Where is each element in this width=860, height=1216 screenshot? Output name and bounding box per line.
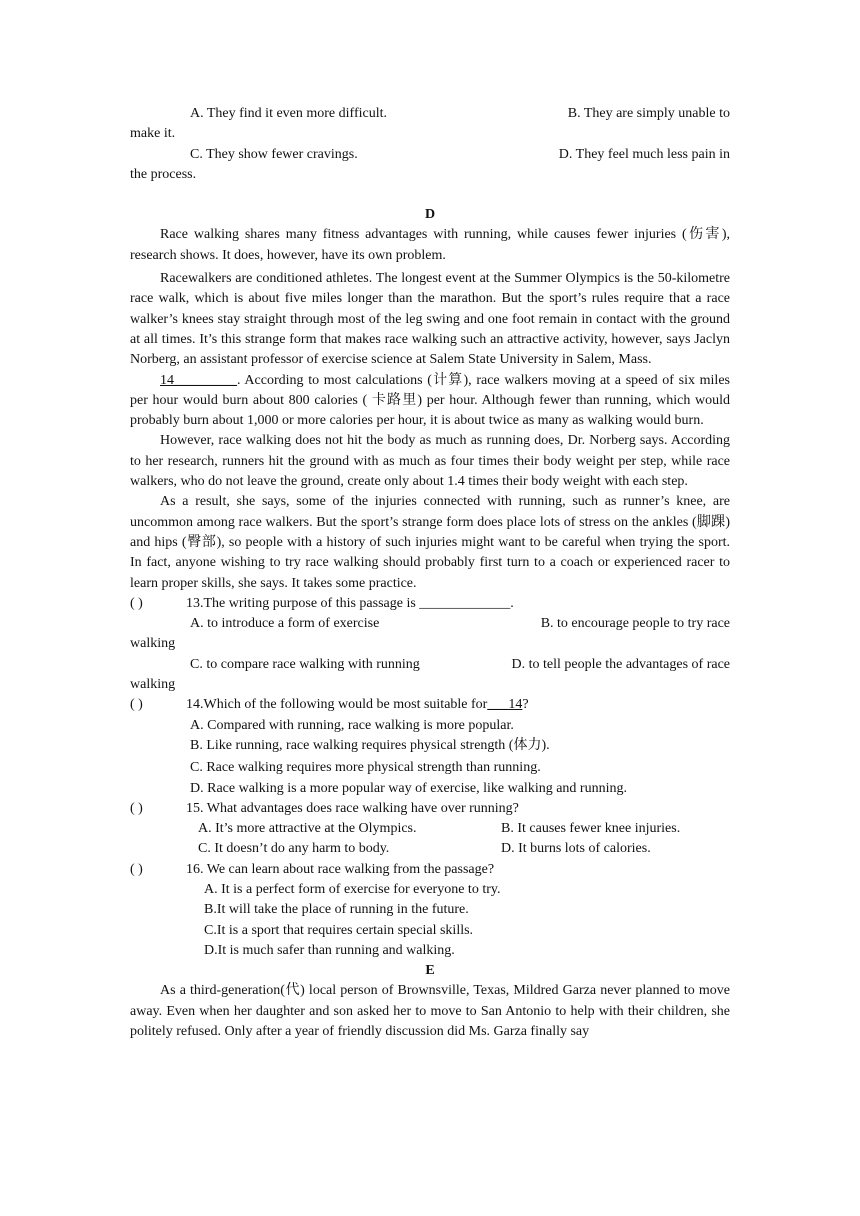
answer-blank-15: ( ): [130, 800, 143, 816]
prev-option-b: B. They are simply unable to: [567, 106, 730, 121]
q16-option-c: C.It is a sport that requires certain special skills.: [204, 922, 474, 938]
section-d-paragraph-1: Race walking shares many fitness advantages with running, while causes fewer injuries (伤害), research shows. It does, however, have its own problem.: [130, 227, 730, 263]
q15-option-d: D. It burns lots of calories.: [501, 841, 651, 857]
prev-option-d-cont: the process.: [130, 166, 197, 182]
section-d-paragraph-3-text: . According to most calculations (计算), race walkers moving at a speed of six miles per hour would burn about 800 calories ( 卡路里) per hour. Although fewer than running, which would probably burn about 1,000 or more calories per hour, it is about twice as many as walking would burn.: [130, 372, 730, 429]
q13-option-row-cd: [130, 655, 730, 675]
q13-option-a: A. to introduce a form of exercise: [190, 616, 380, 632]
q16-option-d: D.It is much safer than running and walking.: [204, 942, 455, 958]
q13-option-d: D. to tell people the advantages of race: [511, 656, 730, 672]
section-d-paragraph-2: Racewalkers are conditioned athletes. The longest event at the Summer Olympics is the 50-kilometre race walk, which is about five miles longer than the marathon. But the sport’s rules require that a race walker’s knees stay straight through most of the leg swing and one foot remain in contact with the ground at all times. It’s this strange form that makes race walking such an attractive activity, however, says Jaclyn Norberg, an assistant professor of exercise science at Salem State University in Salem, Mass.: [130, 271, 730, 368]
question-13: [130, 594, 730, 614]
q13-option-row-ab: [130, 614, 730, 634]
question-14-stem: [186, 695, 529, 715]
section-d-paragraph-4: However, race walking does not hit the body as much as running does, Dr. Norberg says. According to her research, runners hit the ground with as much as four times their body weight per step, while race walkers, who do not leave the ground, create only about 1.4 times their body weight with each step.: [130, 433, 730, 490]
prev-option-a: A. They find it even more difficult.: [190, 106, 387, 121]
question-13-stem: 13.The writing purpose of this passage is _____________.: [186, 595, 514, 611]
prev-option-c: C. They show fewer cravings.: [190, 146, 358, 162]
section-d-heading: D: [424, 207, 436, 223]
q15-option-row-ab: [130, 819, 730, 839]
question-14-blank: ___14: [487, 697, 523, 713]
question-16-stem: 16. We can learn about race walking from the passage?: [186, 861, 495, 877]
q14-option-a: A. Compared with running, race walking is more popular.: [190, 717, 514, 733]
q16-option-b: B.It will take the place of running in the future.: [204, 902, 469, 918]
question-14: [130, 695, 730, 715]
q14-option-c: C. Race walking requires more physical strength than running.: [190, 760, 541, 776]
q15-option-c: C. It doesn’t do any harm to body.: [198, 841, 390, 857]
answer-blank-13: ( ): [130, 595, 143, 611]
section-d-paragraph-3: [130, 371, 730, 432]
prev-option-b-cont: make it.: [130, 126, 176, 142]
section-e-paragraph-1: As a third-generation(代) local person of Brownsville, Texas, Mildred Garza never planned to move away. Even when her daughter and son asked her to move to San Antonio to help with their children, she politely refused. Only after a year of friendly discussion did Ms. Garza finally say: [130, 983, 730, 1040]
q13-option-b: B. to encourage people to try race: [540, 616, 730, 632]
question-15: [130, 799, 730, 819]
question-14-stem-end: ?: [522, 697, 529, 713]
prev-option-row-cd: [130, 145, 730, 165]
q16-option-a: A. It is a perfect form of exercise for everyone to try.: [204, 881, 501, 897]
q13-option-b-cont: walking: [130, 636, 176, 652]
q15-option-b: B. It causes fewer knee injuries.: [501, 821, 681, 837]
section-e-heading: E: [425, 963, 435, 979]
question-16: [130, 860, 730, 880]
q13-option-d-cont: walking: [130, 677, 176, 693]
prev-option-d: D. They feel much less pain in: [558, 146, 730, 162]
question-14-stem-text: 14.Which of the following would be most suitable for: [186, 697, 488, 713]
prev-option-row-ab: [130, 104, 730, 124]
answer-blank-14: ( ): [130, 697, 143, 713]
prev-options: [130, 104, 730, 185]
document-page: [130, 104, 730, 1042]
question-15-stem: 15. What advantages does race walking have over running?: [186, 800, 519, 816]
blank-14: 14_________: [160, 372, 237, 388]
q15-option-row-cd: [130, 839, 730, 859]
section-d-paragraph-5: As a result, she says, some of the injuries connected with running, such as runner’s knee, are uncommon among race walkers. But the sport’s strange form does place lots of stress on the ankles (脚踝) and hips (臀部), so people with a history of such injuries might want to be careful when trying the sport. In fact, anyone wishing to try race walking should probably first turn to a coach or experienced racer to learn proper skills, she says. It takes some practice.: [130, 494, 730, 591]
q13-option-c: C. to compare race walking with running: [190, 656, 420, 672]
q14-option-d: D. Race walking is a more popular way of exercise, like walking and running.: [190, 780, 627, 796]
q15-option-a: A. It’s more attractive at the Olympics.: [198, 821, 417, 837]
answer-blank-16: ( ): [130, 861, 143, 877]
q14-option-b: B. Like running, race walking requires physical strength (体力).: [190, 737, 550, 753]
